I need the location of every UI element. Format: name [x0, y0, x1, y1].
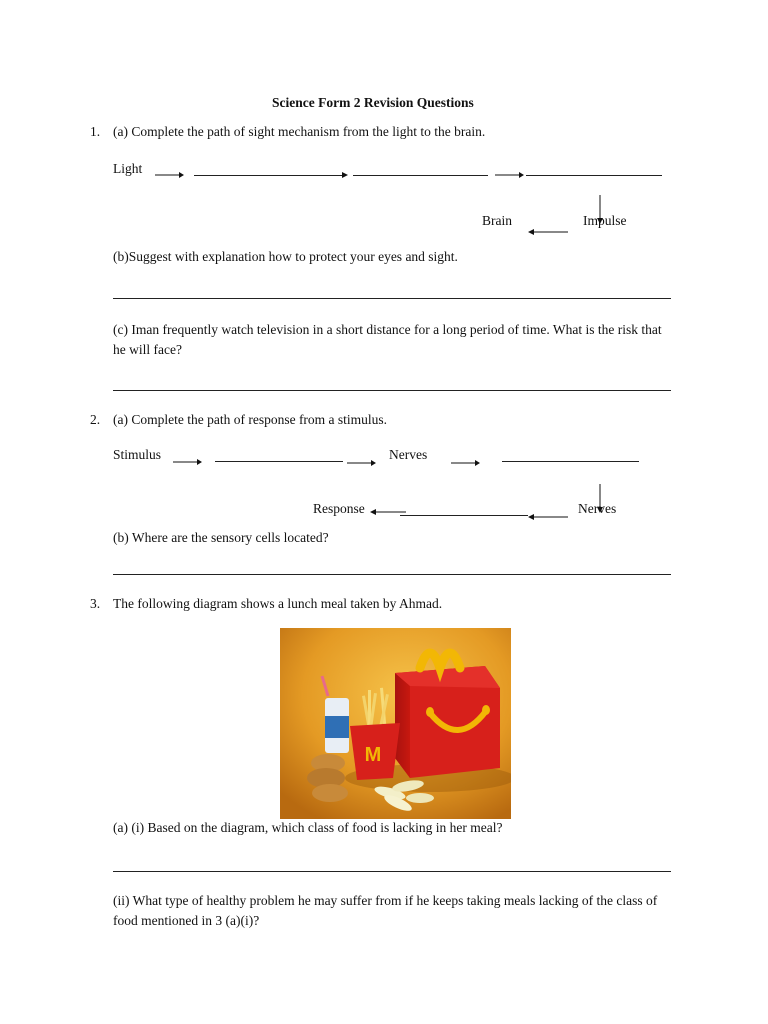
question-1a-text: (a) Complete the path of sight mechanism from the light to the brain. [113, 124, 486, 139]
question-3-number: 3. [90, 596, 101, 611]
question-1c-text: (c) Iman frequently watch television in a short distance for a long period of time. What is the risk that he will face? [113, 322, 662, 357]
arrow-right-icon [155, 170, 185, 180]
question-1b-text: (b)Suggest with explanation how to protect your eyes and sight. [113, 249, 458, 264]
label-light: Light [113, 161, 143, 176]
label-nerves-2: Nerves [578, 501, 617, 516]
label-brain: Brain [482, 213, 512, 228]
page-title: Science Form 2 Revision Questions [272, 95, 474, 110]
answer-line[interactable] [113, 574, 671, 575]
blank-line[interactable] [194, 175, 342, 176]
lunch-meal-image [280, 628, 511, 819]
question-3a-ii-text: (ii) What type of healthy problem he may suffer from if he keeps taking meals lacking of the class of food mentioned in 3 (a)(i)? [113, 893, 658, 928]
arrow-right-icon [495, 170, 525, 180]
label-response: Response [313, 501, 365, 516]
arrow-right-icon [347, 458, 377, 468]
answer-line[interactable] [113, 871, 671, 872]
arrow-left-icon [528, 227, 568, 237]
question-2a-text: (a) Complete the path of response from a stimulus. [113, 412, 388, 427]
blank-line[interactable] [502, 461, 639, 462]
arrow-right-icon [173, 457, 203, 467]
blank-line[interactable] [526, 175, 662, 176]
arrow-right-icon [338, 170, 352, 180]
answer-line[interactable] [113, 298, 671, 299]
blank-line[interactable] [215, 461, 343, 462]
blank-line[interactable] [353, 175, 488, 176]
question-3a-i-text: (a) (i) Based on the diagram, which class of food is lacking in her meal? [113, 820, 503, 835]
answer-line[interactable] [113, 390, 671, 391]
question-2b-text: (b) Where are the sensory cells located? [113, 530, 329, 545]
arrow-left-icon [528, 512, 568, 522]
blank-line[interactable] [400, 515, 528, 516]
question-1-number: 1. [90, 124, 101, 139]
logo-m-text: M [364, 744, 382, 766]
arrow-right-icon [451, 458, 481, 468]
label-nerves-1: Nerves [389, 447, 428, 462]
label-impulse: Impulse [583, 213, 627, 228]
label-stimulus: Stimulus [113, 447, 162, 462]
question-2-number: 2. [90, 412, 101, 427]
question-3-intro: The following diagram shows a lunch meal taken by Ahmad. [113, 596, 443, 611]
